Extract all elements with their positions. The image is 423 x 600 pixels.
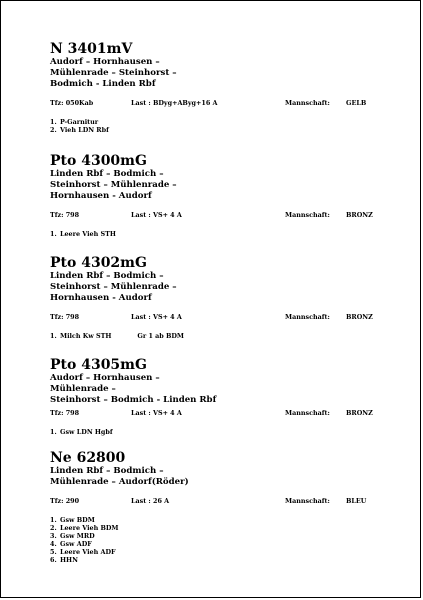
train-meta-row [50,497,390,507]
route-line: Linden Rbf – Bodmich – [50,271,164,281]
tfz-label: Tfz: 050Kab [50,99,94,107]
crew-value: GELB [346,99,367,107]
work-list [50,428,390,436]
crew-label: Mannschaft: [285,313,330,321]
work-list [50,230,390,238]
crew-value: BRONZ [346,313,373,321]
train-block [50,357,390,436]
crew-label: Mannschaft: [285,211,330,219]
list-item: 5. Leere Vieh ADF [50,548,116,556]
train-block [50,255,390,340]
route-line: Hornhausen - Audorf [50,293,152,303]
route-line: Linden Rbf – Bodmich – [50,169,164,179]
train-meta-row [50,99,390,109]
route-line: Steinhorst – Mühlenrade – [50,282,177,292]
crew-value: BRONZ [346,211,373,219]
route-line: Audorf – Hornhausen – [50,57,160,67]
train-meta-row [50,211,390,221]
work-list [50,332,390,340]
work-list [50,516,390,564]
train-title: Pto 4302mG [50,255,147,271]
list-item: 3. Gsw MRD [50,532,95,540]
item-note: Gr 1 ab BDM [137,332,184,340]
train-meta-row [50,313,390,323]
work-list [50,118,390,134]
list-item: 1. Gsw LDN Hgbf [50,428,113,436]
list-item: 1. Gsw BDM [50,516,95,524]
tfz-label: Tfz: 290 [50,497,80,505]
route-line: Mühlenrade – Steinhorst – [50,68,177,78]
crew-label: Mannschaft: [285,497,330,505]
route-line: Mühlenrade – Audorf(Röder) [50,477,189,487]
list-item: 1. Leere Vieh STH [50,230,116,238]
list-item: 2. Leere Vieh BDM [50,524,119,532]
train-title: N 3401mV [50,41,133,57]
route-line: Hornhausen - Audorf [50,191,152,201]
route-line: Bodmich - Linden Rbf [50,79,156,89]
train-title: Pto 4300mG [50,153,147,169]
route-line: Audorf – Hornhausen – [50,373,160,383]
list-item: 2. Vieh LDN Rbf [50,126,109,134]
load-label: Last : BDyg+AByg+16 A [131,99,218,107]
crew-value: BLEU [346,497,367,505]
load-label: Last : 26 A [131,497,170,505]
list-item: 1. Milch Kw STH Gr 1 ab BDM [50,332,184,340]
train-block [50,450,390,564]
route-line: Steinhorst – Bodmich - Linden Rbf [50,395,217,405]
train-block [50,41,390,134]
load-label: Last : VS+ 4 A [131,211,182,219]
train-title: Pto 4305mG [50,357,147,373]
tfz-label: Tfz: 798 [50,313,80,321]
load-label: Last : VS+ 4 A [131,313,182,321]
list-item: 1. P-Garnitur [50,118,99,126]
list-item: 4. Gsw ADF [50,540,92,548]
crew-label: Mannschaft: [285,99,330,107]
train-title: Ne 62800 [50,450,126,466]
train-block [50,153,390,238]
crew-label: Mannschaft: [285,409,330,417]
route-line: Steinhorst – Mühlenrade – [50,180,177,190]
list-item: 6. HHN [50,556,78,564]
tfz-label: Tfz: 798 [50,409,80,417]
crew-value: BRONZ [346,409,373,417]
tfz-label: Tfz: 798 [50,211,80,219]
route-line: Mühlenrade – [50,384,116,394]
load-label: Last : VS+ 4 A [131,409,182,417]
route-line: Linden Rbf – Bodmich – [50,466,164,476]
train-meta-row [50,409,390,419]
